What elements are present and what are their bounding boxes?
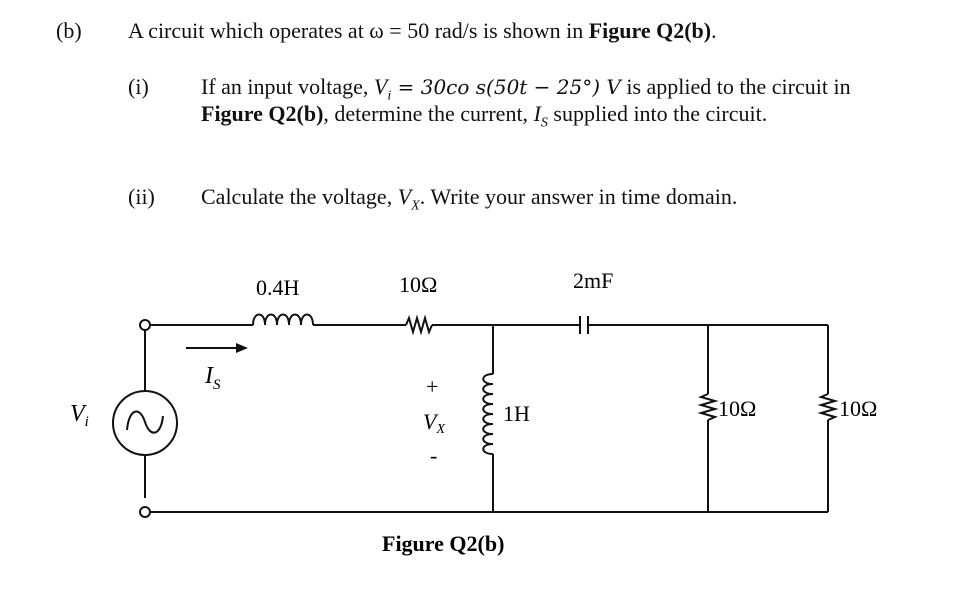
subpart-i-text2-end: supplied into the circuit. — [547, 101, 768, 126]
part-label: (b) — [56, 18, 82, 43]
subpart-i-label: (i) — [128, 74, 149, 99]
label-vx-sub: X — [436, 422, 446, 437]
subpart-ii-text: Calculate the voltage, — [201, 184, 398, 209]
resistor-shunt-2 — [821, 394, 835, 420]
label-source — [70, 401, 89, 430]
figure-caption: Figure Q2(b) — [382, 531, 505, 556]
intro-end: . — [711, 18, 717, 43]
is-subscript: S — [540, 115, 548, 131]
label-current-sub: S — [213, 377, 221, 393]
inductor-shunt — [483, 374, 493, 454]
label-current-i: I — [205, 363, 213, 389]
vx-subscript: X — [411, 198, 420, 214]
label-current — [204, 363, 221, 393]
current-arrow-head — [236, 343, 248, 353]
vi-subscript: i — [387, 88, 392, 104]
label-vx — [423, 409, 445, 437]
is-symbol: I — [533, 101, 541, 126]
label-source-sub: i — [84, 414, 89, 430]
label-source-v: V — [70, 401, 85, 427]
label-vx-v: V — [423, 409, 437, 434]
label-resistor-shunt-2: 10Ω — [839, 396, 878, 421]
resistor-shunt-1 — [701, 394, 715, 420]
resistor-series — [406, 318, 432, 332]
intro-text: A circuit which operates at ω = 50 rad/s is shown in — [128, 18, 589, 43]
label-resistor-series: 10Ω — [399, 272, 438, 297]
label-inductor-shunt: 1H — [503, 401, 530, 426]
inductor-series — [253, 315, 313, 326]
subpart-i-text-end: is applied to the circuit in — [620, 74, 851, 99]
label-capacitor: 2mF — [573, 268, 614, 293]
label-vx-minus: - — [430, 443, 438, 468]
subpart-i-text: If an input voltage, — [201, 74, 374, 99]
subpart-ii-label: (ii) — [128, 184, 155, 209]
label-vx-plus: + — [426, 374, 439, 399]
label-inductor-series: 0.4H — [256, 275, 300, 300]
vx-symbol: V — [397, 184, 412, 209]
label-resistor-shunt-1: 10Ω — [718, 396, 757, 421]
ac-source-icon — [127, 412, 163, 433]
subpart-i-text2: , determine the current, — [323, 101, 534, 126]
figure-ref: Figure Q2(b) — [201, 101, 324, 126]
subpart-ii-text-end: . Write your answer in time domain. — [419, 184, 738, 209]
vi-symbol: V — [373, 74, 388, 99]
terminal-bottom — [140, 507, 150, 517]
terminal-top — [140, 320, 150, 330]
intro-figure-ref: Figure Q2(b) — [588, 18, 712, 43]
input-voltage-expression: = 30co s(50t − 25°) V — [391, 75, 621, 99]
